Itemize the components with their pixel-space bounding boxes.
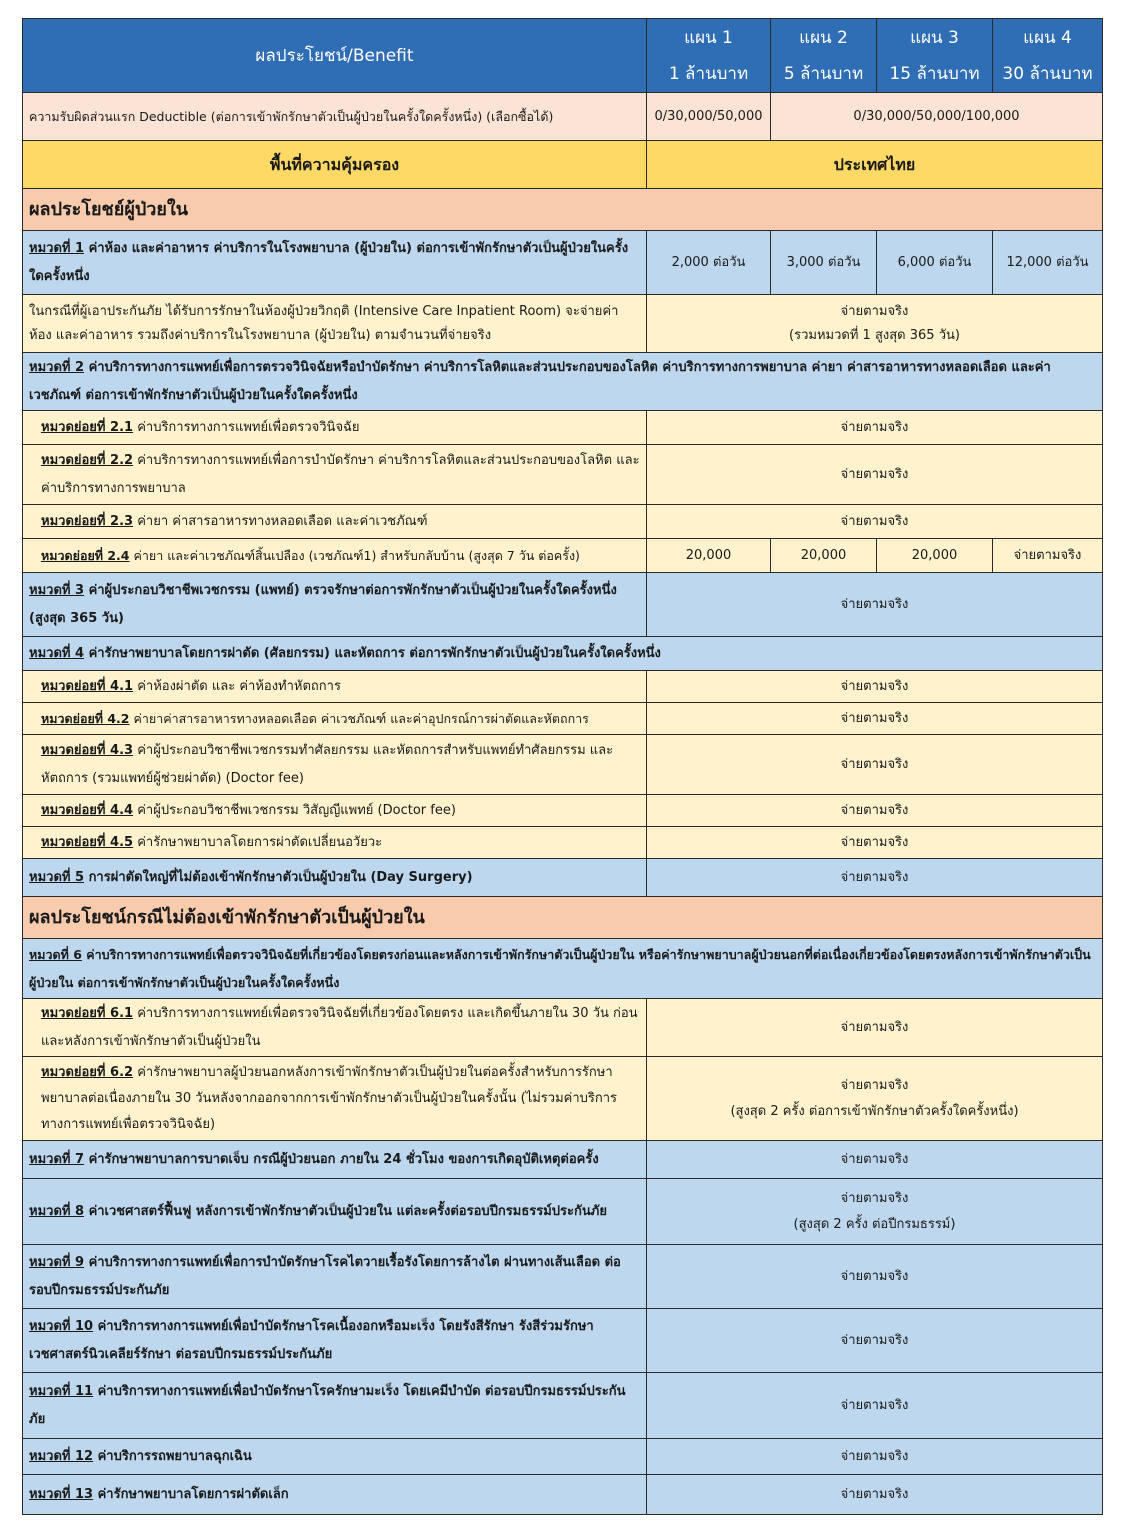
subcategory-4-2-row (23, 703, 1103, 735)
subcategory-4-4-row (23, 795, 1103, 827)
subcategory-4-5-value: จ่ายตามจริง (647, 827, 1103, 859)
section-inpatient (23, 189, 1103, 231)
subcategory-4-5-row (23, 827, 1103, 859)
subcategory-4-3-row (23, 735, 1103, 795)
subcategory-4-5-desc: หมวดย่อยที่ 4.5 ค่ารักษาพยาบาลโดยการผ่าตัดเปลี่ยนอวัยวะ (23, 827, 647, 859)
subcategory-6-1-desc: หมวดย่อยที่ 6.1 ค่าบริการทางการแพทย์เพื่อตรวจวินิจฉัยที่เกี่ยวข้องโดยตรง และเกิดขึ้นภายใน 30 วัน ก่อนและหลังการเข้าพักรักษาตัวเป็นผู้ป่วยใน (23, 999, 647, 1057)
category-3-desc: หมวดที่ 3 ค่าผู้ประกอบวิชาชีพเวชกรรม (แพทย์) ตรวจรักษาต่อการพักรักษาตัวเป็นผู้ป่วยในครั้งใดครั้งหนึ่ง (สูงสุด 365 วัน) (23, 573, 647, 637)
subcategory-4-4-desc: หมวดย่อยที่ 4.4 ค่าผู้ประกอบวิชาชีพเวชกรรม วิสัญญีแพทย์ (Doctor fee) (23, 795, 647, 827)
category-8-row (23, 1179, 1103, 1245)
section-inpatient-title: ผลประโยชย์ผู้ป่วยใน (23, 189, 1103, 231)
category-13-value: จ่ายตามจริง (647, 1475, 1103, 1515)
category-9-desc: หมวดที่ 9 ค่าบริการทางการแพทย์เพื่อการบำบัดรักษาโรคไตวายเรื้อรังโดยการล้างไต ผ่านทางเส้นเลือด ต่อรอบปีกรมธรรม์ประกันภัย (23, 1245, 647, 1309)
section-outpatient (23, 897, 1103, 939)
category-13-desc: หมวดที่ 13 ค่ารักษาพยาบาลโดยการผ่าตัดเล็ก (23, 1475, 647, 1515)
category-11-value: จ่ายตามจริง (647, 1373, 1103, 1439)
category-3-value: จ่ายตามจริง (647, 573, 1103, 637)
subcategory-2-3-desc: หมวดย่อยที่ 2.3 ค่ายา ค่าสารอาหารทางหลอดเลือด และค่าเวชภัณฑ์ (23, 505, 647, 539)
category-4-desc: หมวดที่ 4 ค่ารักษาพยาบาลโดยการผ่าตัด (ศัลยกรรม) และหัตถการ ต่อการพักรักษาตัวเป็นผู้ป่วยในครั้งใดครั้งหนึ่ง (23, 637, 1103, 671)
subcategory-2-2-value: จ่ายตามจริง (647, 445, 1103, 505)
category-12-row (23, 1439, 1103, 1475)
subcategory-2-1-row (23, 411, 1103, 445)
plan-4-header: แผน 4 30 ล้านบาท (993, 19, 1103, 93)
subcategory-2-3-value: จ่ายตามจริง (647, 505, 1103, 539)
plan-1-header: แผน 1 1 ล้านบาท (647, 19, 771, 93)
category-7-desc: หมวดที่ 7 ค่ารักษาพยาบาลการบาดเจ็บ กรณีผู้ป่วยนอก ภายใน 24 ชั่วโมง ของการเกิดอุบัติเหตุต่อครั้ง (23, 1141, 647, 1179)
category-13-row (23, 1475, 1103, 1515)
subcategory-6-2-row (23, 1057, 1103, 1141)
subcategory-2-1-desc: หมวดย่อยที่ 2.1 ค่าบริการทางการแพทย์เพื่อตรวจวินิจฉัย (23, 411, 647, 445)
category-7-row (23, 1141, 1103, 1179)
category-9-value: จ่ายตามจริง (647, 1245, 1103, 1309)
subcategory-2-3-row (23, 505, 1103, 539)
category-5-row (23, 859, 1103, 897)
category-10-row (23, 1309, 1103, 1373)
coverage-row (23, 141, 1103, 189)
deductible-row (23, 93, 1103, 141)
subcategory-4-2-value: จ่ายตามจริง (647, 703, 1103, 735)
category-4-row (23, 637, 1103, 671)
category-12-desc: หมวดที่ 12 ค่าบริการรถพยาบาลฉุกเฉิน (23, 1439, 647, 1475)
category-6-desc: หมวดที่ 6 ค่าบริการทางการแพทย์เพื่อตรวจวินิจฉัยที่เกี่ยวข้องโดยตรงก่อนและหลังการเข้าพักรักษาตัวเป็นผู้ป่วยใน หรือค่ารักษาพยาบาลผู้ป่วยนอกที่ต่อเนื่องเกี่ยวข้องโดยตรงหลังการเข้าพักรักษาตัวเป็นผู้ป่วยใน ต่อการเข้าพักรักษาตัวเป็นผู้ป่วยในครั้งใดครั้งหนึ่ง (23, 939, 1103, 999)
plan-3-header: แผน 3 15 ล้านบาท (877, 19, 993, 93)
subcategory-2-4-plan-1: 20,000 (647, 539, 771, 573)
category-2-desc: หมวดที่ 2 ค่าบริการทางการแพทย์เพื่อการตรวจวินิจฉัยหรือบำบัดรักษา ค่าบริการโลหิตและส่วนประกอบของโลหิต ค่าบริการทางการพยาบาล ค่ายา ค่าสารอาหารทางหลอดเลือด และค่าเวชภัณฑ์ ต่อการเข้าพักรักษาตัวเป็นผู้ป่วยในครั้งใดครั้งหนึ่ง (23, 353, 1103, 411)
icu-desc: ในกรณีที่ผู้เอาประกันภัย ได้รับการรักษาในห้องผู้ป่วยวิกฤติ (Intensive Care Inpatient Room) จะจ่ายค่าห้อง และค่าอาหาร รวมถึงค่าบริการในโรงพยาบาล (ผู้ป่วยใน) ตามจำนวนที่จ่ายจริง (23, 295, 647, 353)
category-5-value: จ่ายตามจริง (647, 859, 1103, 897)
icu-value: จ่ายตามจริง (รวมหมวดที่ 1 สูงสุด 365 วัน) (647, 295, 1103, 353)
subcategory-2-2-row (23, 445, 1103, 505)
category-11-desc: หมวดที่ 11 ค่าบริการทางการแพทย์เพื่อบำบัดรักษาโรครักษามะเร็ง โดยเคมีบำบัด ต่อรอบปีกรมธรรม์ประกันภัย (23, 1373, 647, 1439)
category-3-row (23, 573, 1103, 637)
subcategory-6-1-row (23, 999, 1103, 1057)
icu-row (23, 295, 1103, 353)
category-1-row (23, 231, 1103, 295)
deductible-label: ความรับผิดส่วนแรก Deductible (ต่อการเข้าพักรักษาตัวเป็นผู้ป่วยในครั้งใดครั้งหนึ่ง) (เลือกซื้อได้) (23, 93, 647, 141)
category-1-desc: หมวดที่ 1 ค่าห้อง และค่าอาหาร ค่าบริการในโรงพยาบาล (ผู้ป่วยใน) ต่อการเข้าพักรักษาตัวเป็นผู้ป่วยในครั้งใดครั้งหนึ่ง (23, 231, 647, 295)
header-row (23, 19, 1103, 93)
subcategory-6-2-value: จ่ายตามจริง (สูงสุด 2 ครั้ง ต่อการเข้าพักรักษาตัวครั้งใดครั้งหนึ่ง) (647, 1057, 1103, 1141)
coverage-value: ประเทศไทย (647, 141, 1103, 189)
category-1-plan-4: 12,000 ต่อวัน (993, 231, 1103, 295)
subcategory-4-3-desc: หมวดย่อยที่ 4.3 ค่าผู้ประกอบวิชาชีพเวชกรรมทำศัลยกรรม และหัตถการสำหรับแพทย์ทำศัลยกรรม และหัตถการ (รวมแพทย์ผู้ช่วยผ่าตัด) (Doctor fee) (23, 735, 647, 795)
section-outpatient-title: ผลประโยชน์กรณีไม่ต้องเข้าพักรักษาตัวเป็นผู้ป่วยใน (23, 897, 1103, 939)
category-10-desc: หมวดที่ 10 ค่าบริการทางการแพทย์เพื่อบำบัดรักษาโรคเนื้องอกหรือมะเร็ง โดยรังสีรักษา รังสีร่วมรักษา เวชศาสตร์นิวเคลียร์รักษา ต่อรอบปีกรมธรรม์ประกันภัย (23, 1309, 647, 1373)
subcategory-6-2-desc: หมวดย่อยที่ 6.2 ค่ารักษาพยาบาลผู้ป่วยนอกหลังการเข้าพักรักษาตัวเป็นผู้ป่วยในต่อครั้งสำหรับการรักษาพยาบาลต่อเนื่องภายใน 30 วันหลังจากออกจากการเข้าพักรักษาตัวเป็นผู้ป่วยในครั้งนั้น (ไม่รวมค่าบริการทางการแพทย์เพื่อตรวจวินิจฉัย) (23, 1057, 647, 1141)
category-5-desc: หมวดที่ 5 การผ่าตัดใหญ่ที่ไม่ต้องเข้าพักรักษาตัวเป็นผู้ป่วยใน (Day Surgery) (23, 859, 647, 897)
plan-2-header: แผน 2 5 ล้านบาท (771, 19, 877, 93)
subcategory-4-3-value: จ่ายตามจริง (647, 735, 1103, 795)
deductible-plan-1: 0/30,000/50,000 (647, 93, 771, 141)
category-9-row (23, 1245, 1103, 1309)
benefit-header: ผลประโยชน์/Benefit (23, 19, 647, 93)
category-1-plan-3: 6,000 ต่อวัน (877, 231, 993, 295)
subcategory-2-4-plan-2: 20,000 (771, 539, 877, 573)
subcategory-2-4-plan-4: จ่ายตามจริง (993, 539, 1103, 573)
subcategory-2-2-desc: หมวดย่อยที่ 2.2 ค่าบริการทางการแพทย์เพื่อการบำบัดรักษา ค่าบริการโลหิตและส่วนประกอบของโลหิต และค่าบริการทางการพยาบาล (23, 445, 647, 505)
category-8-desc: หมวดที่ 8 ค่าเวชศาสตร์ฟื้นฟู หลังการเข้าพักรักษาตัวเป็นผู้ป่วยใน แต่ละครั้งต่อรอบปีกรมธรรม์ประกันภัย (23, 1179, 647, 1245)
category-11-row (23, 1373, 1103, 1439)
category-7-value: จ่ายตามจริง (647, 1141, 1103, 1179)
subcategory-4-4-value: จ่ายตามจริง (647, 795, 1103, 827)
subcategory-4-1-row (23, 671, 1103, 703)
subcategory-4-2-desc: หมวดย่อยที่ 4.2 ค่ายาค่าสารอาหารทางหลอดเลือด ค่าเวชภัณฑ์ และค่าอุปกรณ์การผ่าตัดและหัตถการ (23, 703, 647, 735)
category-12-value: จ่ายตามจริง (647, 1439, 1103, 1475)
benefit-table (22, 18, 1103, 1515)
subcategory-2-4-desc: หมวดย่อยที่ 2.4 ค่ายา และค่าเวชภัณฑ์สิ้นเปลือง (เวชภัณฑ์1) สำหรับกลับบ้าน (สูงสุด 7 วัน ต่อครั้ง) (23, 539, 647, 573)
subcategory-4-1-desc: หมวดย่อยที่ 4.1 ค่าห้องผ่าตัด และ ค่าห้องทำหัตถการ (23, 671, 647, 703)
category-6-row (23, 939, 1103, 999)
category-8-value: จ่ายตามจริง (สูงสุด 2 ครั้ง ต่อปีกรมธรรม์) (647, 1179, 1103, 1245)
subcategory-4-1-value: จ่ายตามจริง (647, 671, 1103, 703)
category-1-plan-1: 2,000 ต่อวัน (647, 231, 771, 295)
coverage-label: พื้นที่ความคุ้มครอง (23, 141, 647, 189)
category-10-value: จ่ายตามจริง (647, 1309, 1103, 1373)
subcategory-2-4-plan-3: 20,000 (877, 539, 993, 573)
subcategory-6-1-value: จ่ายตามจริง (647, 999, 1103, 1057)
category-1-plan-2: 3,000 ต่อวัน (771, 231, 877, 295)
subcategory-2-1-value: จ่ายตามจริง (647, 411, 1103, 445)
subcategory-2-4-row (23, 539, 1103, 573)
deductible-plan-2-4: 0/30,000/50,000/100,000 (771, 93, 1103, 141)
category-2-row (23, 353, 1103, 411)
